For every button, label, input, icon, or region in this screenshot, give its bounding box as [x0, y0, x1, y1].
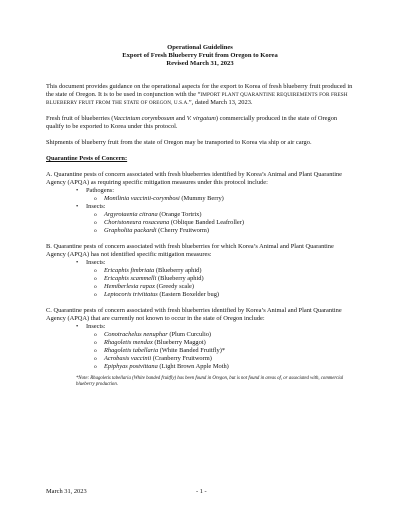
pest-common-name: (Eastern Boxelder bug) — [157, 290, 220, 298]
group-label: Insects: — [86, 202, 106, 210]
document-title — [46, 44, 354, 69]
fresh-text-a: Fresh fruit of blueberries ( — [46, 114, 114, 122]
list-item — [46, 331, 354, 339]
pest-common-name: (Mummy Berry) — [179, 194, 224, 202]
bullet-icon: • — [76, 202, 79, 210]
pest-scientific-name: Rhagoletis mendax — [104, 338, 153, 346]
circle-bullet-icon: o — [94, 291, 97, 298]
pest-scientific-name: Ericaphis scammelli — [104, 274, 157, 282]
shipments-paragraph: Shipments of blueberry fruit from the state of Oregon may be transported to Korea via ship or air cargo. — [46, 138, 312, 146]
pest-scientific-name: Epiphyas postvittana — [104, 362, 158, 370]
pest-scientific-name: Hemiberlesia rapax — [104, 282, 155, 290]
pest-common-name: (Blueberry aphid) — [156, 274, 204, 282]
pest-scientific-name: Argyrotaenia citrana — [104, 210, 158, 218]
group-label: Insects: — [86, 258, 106, 266]
section-a-text: A. Quarantine pests of concern associated with fresh blueberries identified by Korea’s Animal and Plant Quarantine Agency (APQA) as requiring specific mitigation measures under this protocol include: — [46, 170, 343, 186]
circle-bullet-icon: o — [94, 211, 97, 218]
intro-text-b: ”, dated March 13, 2023. — [188, 98, 253, 106]
pest-scientific-name: Rhagoletis tabellaria — [104, 346, 159, 354]
circle-bullet-icon: o — [94, 219, 97, 226]
fresh-fruit-paragraph — [46, 115, 354, 131]
pest-scientific-name: Choristoneura rosaceana — [104, 218, 170, 226]
intro-text-a: This document provides guidance on the operational aspects for the export to Korea of fresh blueberry fruit produced in the state of Oregon. It is to be used in conjunction with the “ — [46, 82, 353, 98]
footer-date: March 31, 2023 — [46, 488, 87, 495]
list-item — [46, 347, 354, 355]
section-b-list — [46, 259, 354, 299]
list-item — [46, 291, 354, 299]
group-label: Insects: — [86, 322, 106, 330]
bullet-icon: • — [76, 186, 79, 194]
title-line-1: Operational Guidelines — [167, 44, 233, 51]
circle-bullet-icon: o — [94, 227, 97, 234]
intro-paragraph — [46, 83, 354, 107]
bullet-icon: • — [76, 258, 79, 266]
pest-scientific-name: Grapholita packardi — [104, 226, 157, 234]
pest-scientific-name: Acrobasis vaccinii — [104, 354, 152, 362]
circle-bullet-icon: o — [94, 339, 97, 346]
list-item — [46, 323, 354, 331]
pest-common-name: (Light Brown Apple Moth) — [157, 362, 229, 370]
pest-common-name: (Cherry Fruitworm) — [156, 226, 210, 234]
pest-common-name: (Oblique Banded Leafroller) — [169, 218, 244, 226]
circle-bullet-icon: o — [94, 355, 97, 362]
fresh-mid: and — [174, 114, 187, 122]
footnote: *Note: Rhagoletis tabellaria (White banded fruitfly) has been found in Oregon, but is not found in areas of, or associated with, commercial blueberry production. — [76, 375, 344, 388]
list-item — [46, 275, 354, 283]
pest-common-name: (White Banded Fruitfly)* — [158, 346, 226, 354]
list-item — [46, 339, 354, 347]
pest-scientific-name: Monilinia vaccinii-corymbosi — [104, 194, 180, 202]
page-number: - 1 - — [196, 488, 207, 495]
list-item — [46, 203, 354, 211]
circle-bullet-icon: o — [94, 195, 97, 202]
list-item — [46, 259, 354, 267]
circle-bullet-icon: o — [94, 363, 97, 370]
list-item — [46, 227, 354, 235]
group-label: Pathogens: — [86, 186, 115, 194]
circle-bullet-icon: o — [94, 283, 97, 290]
pest-scientific-name: Ericaphis fimbriata — [104, 266, 155, 274]
fresh-text-b: ) commercially produced in the state of Oregon qualify to be exported to Korea under this protocol. — [46, 114, 338, 130]
species-1: Vaccinium corymbosum — [113, 114, 175, 122]
bullet-icon: • — [76, 322, 79, 330]
list-item — [46, 355, 354, 363]
list-item — [46, 363, 354, 371]
pest-common-name: (Blueberry Maggot) — [152, 338, 206, 346]
title-line-2: Export of Fresh Blueberry Fruit from Oregon to Korea — [122, 52, 278, 60]
list-item — [46, 219, 354, 227]
list-item — [46, 283, 354, 291]
pest-scientific-name: Conotrachelus nenuphar — [104, 330, 168, 338]
circle-bullet-icon: o — [94, 275, 97, 282]
circle-bullet-icon: o — [94, 267, 97, 274]
species-2: V. virgatum — [186, 114, 216, 122]
title-line-3: Revised March 31, 2023 — [166, 60, 234, 68]
pest-common-name: (Greedy scale) — [154, 282, 194, 290]
list-item — [46, 187, 354, 195]
section-c-text: C. Quarantine pests of concern associated with fresh blueberries identified by Korea’s Animal and Plant Quarantine Agency (APQA) that are currently not known to occur in the state of Oregon include: — [46, 306, 342, 322]
circle-bullet-icon: o — [94, 331, 97, 338]
section-c-list — [46, 323, 354, 371]
section-b-text: B. Quarantine pests of concern associated with fresh blueberries for which Korea’s Animal and Plant Quarantine Agency (APQA) has not identified specific mitigation measures: — [46, 242, 334, 258]
pest-common-name: (Orange Tortrix) — [157, 210, 202, 218]
pest-common-name: (Cranberry Fruitworm) — [151, 354, 212, 362]
pests-heading: Quarantine Pests of Concern: — [46, 154, 128, 162]
list-item — [46, 195, 354, 203]
page-footer — [46, 488, 354, 496]
pest-scientific-name: Leptocoris trivittatus — [104, 290, 158, 298]
intro-caps: IMPORT PLANT QUARANTINE REQUIREMENTS FOR FRESH BLUEBERRY FRUIT FROM THE STATE OF OREGON, U.S.A. — [46, 91, 348, 106]
pest-common-name: (Plum Curculio) — [167, 330, 212, 338]
circle-bullet-icon: o — [94, 347, 97, 354]
section-a-list — [46, 187, 354, 235]
list-item — [46, 267, 354, 275]
pest-common-name: (Blueberry aphid) — [154, 266, 202, 274]
list-item — [46, 211, 354, 219]
